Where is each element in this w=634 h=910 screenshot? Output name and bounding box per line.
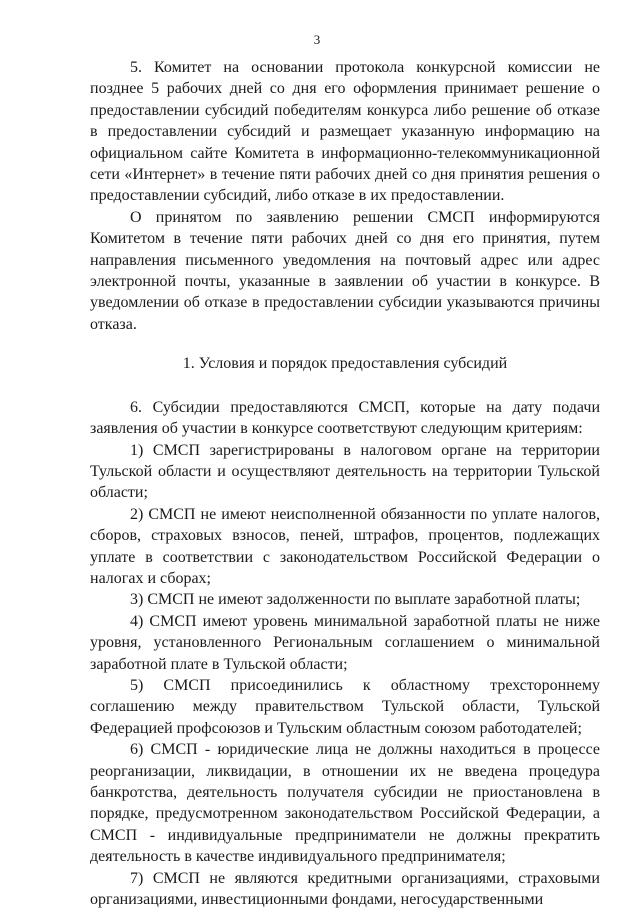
- criterion-5: 5) СМСП присоединились к областному трехстороннему соглашению между правительством Тульской области, Тульской Федерацией профсоюзов и Тульским областным союзом работодателей;: [90, 676, 600, 737]
- page-number: 3: [313, 32, 321, 47]
- paragraph-5-notification: О принятом по заявлению решении СМСП информируются Комитетом в течение пяти рабочих дней со дня его принятия, путем направления письменного уведомления на почтовый адрес или адрес электронной почты, указанные в заявлении об участии в конкурсе. В уведомлении об отказе в предоставлении субсидии указываются причины отказа.: [90, 208, 600, 333]
- criterion-7: 7) СМСП не являются кредитными организациями, страховыми организациями, инвестиционными фондами, негосударственными: [90, 869, 600, 909]
- criterion-3: 3) СМСП не имеют задолженности по выплате заработной платы;: [130, 591, 581, 609]
- criterion-2: 2) СМСП не имеют неисполненной обязанности по уплате налогов, сборов, страховых взносов, пеней, штрафов, процентов, подлежащих уплате в соответствии с законодательством Российской Федерации о налогах и сборах;: [90, 505, 600, 587]
- paragraph-6: 6. Субсидии предоставляются СМСП, которые на дату подачи заявления об участии в конкурсе соответствуют следующим критериям:: [90, 398, 600, 438]
- document-body: [90, 57, 600, 910]
- criterion-1: 1) СМСП зарегистрированы в налоговом органе на территории Тульской области и осуществляют деятельность на территории Тульской области;: [90, 441, 600, 502]
- criterion-4: 4) СМСП имеют уровень минимальной заработной платы не ниже уровня, установленного Региональным соглашением о минимальной заработной плате в Тульской области;: [90, 612, 600, 673]
- criterion-6: 6) СМСП - юридические лица не должны находиться в процессе реорганизации, ликвидации, в отношении их не введена процедура банкротства, деятельность получателя субсидии не приостановлена в порядке, предусмотренном законодательством Российской Федерации, а СМСП - индивидуальные предприниматели не должны прекратить деятельность в качестве индивидуального предпринимателя;: [90, 741, 600, 866]
- paragraph-5: 5. Комитет на основании протокола конкурсной комиссии не позднее 5 рабочих дней со дня его оформления принимает решение о предоставлении субсидий победителям конкурса либо решение об отказе в предоставлении субсидий и размещает указанную информацию на официальном сайте Комитета в информационно-телекоммуникационной сети «Интернет» в течение пяти рабочих дней со дня принятия решения о предоставлении субсидий, либо отказе в их предоставлении.: [90, 59, 600, 205]
- section-heading: 1. Условия и порядок предоставления субсидий: [182, 355, 508, 373]
